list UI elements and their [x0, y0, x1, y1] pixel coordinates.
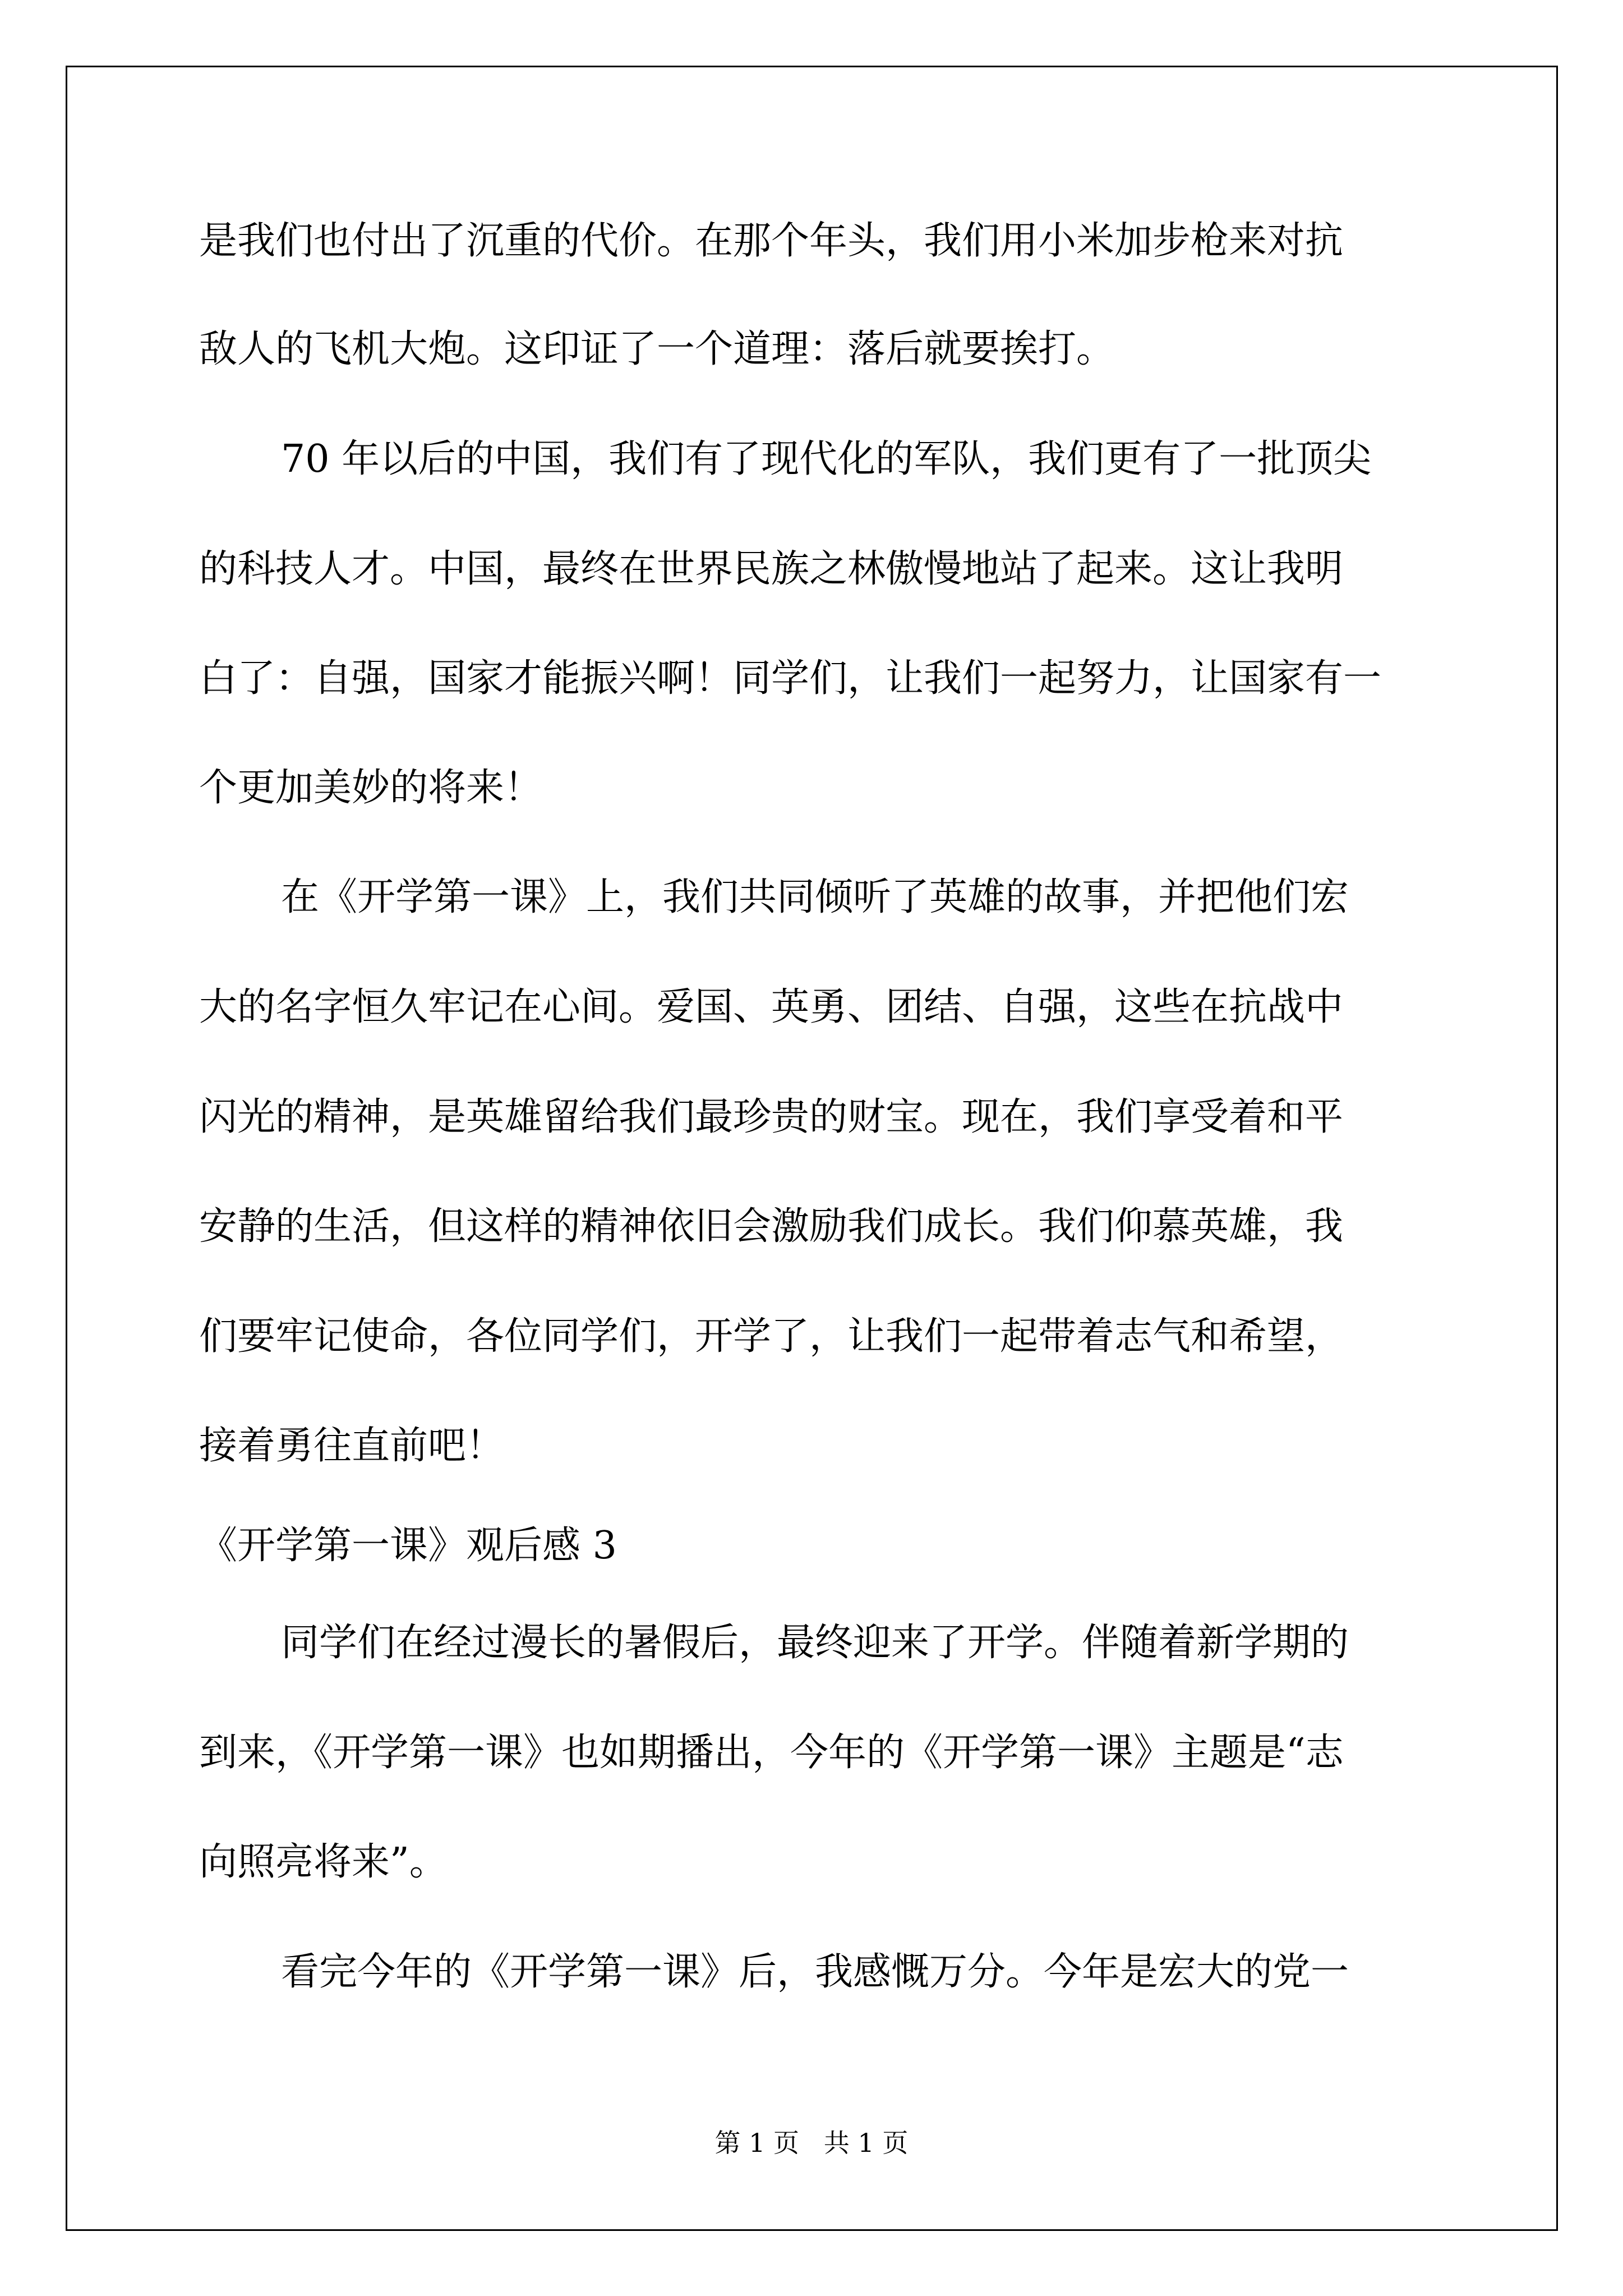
text-line: 们要牢记使命，各位同学们，开学了，让我们一起带着志气和希望， — [199, 1314, 1344, 1359]
text-line: 闪光的精神，是英雄留给我们最珍贵的财宝。现在，我们享受着和平 — [199, 1095, 1344, 1139]
paragraph-start: 在《开学第一课》上，我们共同倾听了英雄的故事，并把他们宏 — [281, 875, 1349, 919]
text-line: 的科技人才。中国，最终在世界民族之林傲慢地站了起来。这让我明 — [199, 547, 1344, 591]
section-heading: 《开学第一课》观后感 3 — [199, 1524, 617, 1568]
page-border — [66, 66, 1558, 2231]
paragraph-start: 同学们在经过漫长的暑假后，最终迎来了开学。伴随着新学期的 — [281, 1621, 1349, 1665]
text-line: 大的名字恒久牢记在心间。爱国、英勇、团结、自强，这些在抗战中 — [199, 985, 1344, 1029]
paragraph-start: 70 年以后的中国，我们有了现代化的军队，我们更有了一批顶尖 — [281, 437, 1372, 481]
text-line: 接着勇往直前吧！ — [199, 1424, 505, 1468]
text-line: 是我们也付出了沉重的代价。在那个年头，我们用小米加步枪来对抗 — [199, 219, 1344, 263]
text-line: 白了：自强，国家才能振兴啊！同学们，让我们一起努力，让国家有一 — [199, 656, 1382, 701]
paragraph-start: 看完今年的《开学第一课》后，我感慨万分。今年是宏大的党一 — [281, 1950, 1349, 1994]
page-number-footer: 第 1 页 共 1 页 — [714, 2128, 909, 2158]
text-line: 敌人的飞机大炮。这印证了一个道理：落后就要挨打。 — [199, 327, 1115, 371]
text-line: 到来，《开学第一课》也如期播出，今年的《开学第一课》主题是“志 — [199, 1731, 1344, 1775]
text-line: 个更加美妙的将来！ — [199, 766, 543, 810]
text-line: 向照亮将来”。 — [199, 1840, 448, 1884]
text-line: 安静的生活，但这样的精神依旧会激励我们成长。我们仰慕英雄，我 — [199, 1204, 1344, 1249]
